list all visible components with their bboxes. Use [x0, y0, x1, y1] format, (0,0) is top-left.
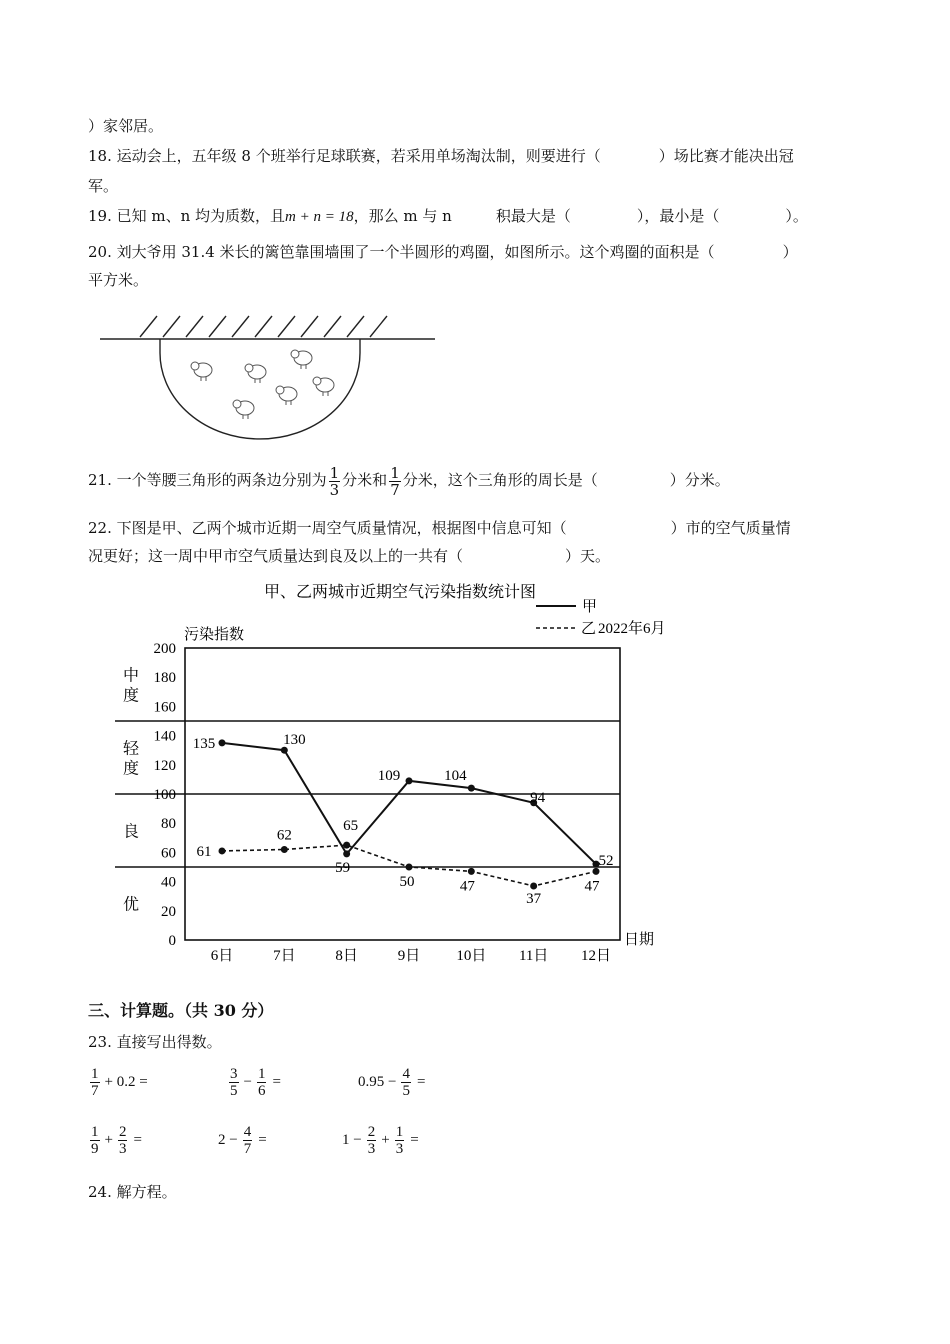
y-tick-label-120: 120: [153, 757, 176, 774]
calc-expression-5: 2 − $\frac{4}{7}$ =: [218, 1124, 267, 1157]
data-label-甲-8日: 59: [335, 859, 351, 876]
calc-expression-1: $\frac{1}{7}$ + 0.2 =: [91, 1066, 148, 1099]
q20-text-b: ）: [782, 243, 798, 261]
question-18: [88, 146, 794, 166]
data-label-乙-9日: 50: [399, 874, 415, 890]
legend-label-yi: 乙: [581, 621, 597, 637]
q17-tail: ）家邻居。: [88, 117, 164, 135]
q21-text-d: ）分米。: [669, 471, 730, 489]
data-point-乙-7日: [281, 846, 288, 853]
q24-title: 24. 解方程。: [88, 1183, 177, 1201]
band-label-良: 良: [122, 823, 140, 841]
wall-hatching: [140, 316, 387, 337]
data-point-甲-10日: [468, 785, 475, 792]
y-tick-label-180: 180: [153, 670, 176, 687]
x-tick-label-12日: 12日: [580, 948, 612, 964]
y-axis-title: 污染指数: [184, 627, 245, 643]
q22-text-a: 22. 下图是甲、乙两个城市近期一周空气质量情况，根据图中信息可知（: [88, 519, 567, 537]
q23-title: 23. 直接写出得数。: [88, 1033, 222, 1051]
band-label-中度: 度: [122, 687, 140, 705]
data-point-乙-9日: [406, 864, 413, 871]
data-label-甲-9日: 109: [377, 767, 401, 784]
q19-text-c: 积最大是（: [495, 207, 571, 225]
chart-title: 甲、乙两城市近期空气污染指数统计图: [263, 584, 537, 601]
question-21: [88, 462, 730, 498]
question-20: [88, 242, 798, 262]
chicken-coop-figure: [95, 308, 440, 448]
q21-fraction-2: $\frac{1}{7}$: [390, 463, 400, 499]
x-tick-label-11日: 11日: [518, 948, 549, 964]
q19-text-b: ，那么 m 与 n: [353, 207, 452, 225]
data-point-甲-6日: [219, 739, 226, 746]
data-label-甲-7日: 130: [283, 732, 306, 749]
band-label-轻度: 度: [122, 760, 140, 778]
data-point-乙-12日: [593, 868, 600, 875]
x-axis-title: 日期: [624, 932, 655, 948]
data-point-乙-8日: [343, 842, 350, 849]
question-22: [88, 518, 791, 538]
y-tick-label-40: 40: [161, 874, 176, 891]
band-label-中度: 中: [122, 667, 140, 685]
y-tick-label-80: 80: [161, 816, 176, 833]
y-tick-label-100: 100: [153, 787, 176, 803]
data-label-乙-8日: 65: [343, 818, 359, 835]
q19-text-a: 19. 已知 m、n 均为质数，且: [88, 207, 286, 225]
legend-label-jia: 甲: [582, 599, 598, 615]
y-tick-label-160: 160: [153, 699, 176, 716]
calc-expression-6: 1 − $\frac{2}{3}$ + $\frac{1}{3}$ =: [342, 1124, 419, 1157]
data-label-乙-12日: 47: [584, 878, 600, 895]
data-point-乙-11日: [530, 882, 537, 889]
x-tick-label-10日: 10日: [456, 948, 487, 964]
x-tick-label-7日: 7日: [273, 948, 296, 964]
y-tick-label-200: 200: [153, 641, 176, 657]
chart-subtitle-date: 2022年6月: [598, 621, 666, 637]
band-label-优: 优: [122, 896, 140, 914]
x-tick-label-6日: 6日: [210, 948, 234, 964]
data-point-甲-9日: [406, 777, 413, 784]
q21-text-b: 分米和: [342, 471, 388, 489]
data-label-甲-6日: 135: [192, 735, 216, 752]
calc-expression-2: $\frac{3}{5}$ − $\frac{1}{6}$ =: [230, 1066, 281, 1099]
q18-text-a: 18. 运动会上，五年级 8 个班举行足球联赛，若采用单场淘汰制，则要进行（: [88, 147, 601, 165]
data-label-甲-12日: 52: [598, 853, 614, 870]
y-tick-label-0: 0: [168, 933, 176, 949]
q19-text-e: ）。: [785, 207, 808, 225]
data-point-甲-8日: [343, 850, 350, 857]
chicken-icons: [191, 350, 334, 419]
data-label-乙-11日: 37: [526, 890, 542, 907]
q21-text-c: 分米，这个三角形的周长是（: [402, 471, 598, 489]
calc-expression-4: $\frac{1}{9}$ + $\frac{2}{3}$ =: [91, 1124, 142, 1157]
q20-text-a: 20. 刘大爷用 31.4 米长的篱笆靠围墙围了一个半圆形的鸡圈，如图所示。这个鸡圈的面积是（: [88, 243, 715, 261]
section-3-title: 三、计算题。（共 30 分）: [88, 1001, 274, 1020]
x-tick-label-9日: 9日: [397, 948, 421, 964]
band-label-轻度: 轻: [122, 740, 140, 758]
data-point-乙-6日: [219, 847, 226, 854]
calc-expression-3: 0.95 − $\frac{4}{5}$ =: [358, 1066, 426, 1099]
x-tick-label-8日: 8日: [335, 948, 358, 964]
data-label-甲-10日: 104: [444, 768, 467, 785]
q19-text-d: ），最小是（: [636, 207, 720, 225]
q21-text-a: 21. 一个等腰三角形的两条边分别为: [88, 471, 327, 489]
q22-text-b: ）市的空气质量情: [670, 519, 791, 537]
q22-line-2: [88, 546, 610, 566]
q21-fraction-1: $\frac{1}{3}$: [329, 463, 340, 499]
data-point-乙-10日: [468, 868, 475, 875]
q22-text-c: 况更好；这一周中甲市空气质量达到良及以上的一共有（: [88, 547, 464, 565]
question-19: [88, 206, 808, 227]
data-label-乙-10日: 47: [459, 878, 475, 895]
y-tick-label-60: 60: [161, 845, 176, 862]
q18-text-b: ）场比赛才能决出冠: [658, 147, 794, 165]
data-label-乙-7日: 62: [276, 827, 292, 844]
q18-text-c: 军。: [88, 177, 119, 195]
data-label-甲-11日: 94: [530, 789, 546, 806]
data-label-乙-6日: 61: [196, 843, 212, 860]
y-tick-label-20: 20: [161, 903, 176, 920]
air-pollution-line-chart: [0, 575, 950, 975]
y-tick-label-140: 140: [153, 728, 176, 745]
q22-text-d: ）天。: [565, 547, 611, 565]
q20-text-c: 平方米。: [88, 271, 149, 289]
q19-formula: m + n = 18: [285, 209, 354, 225]
